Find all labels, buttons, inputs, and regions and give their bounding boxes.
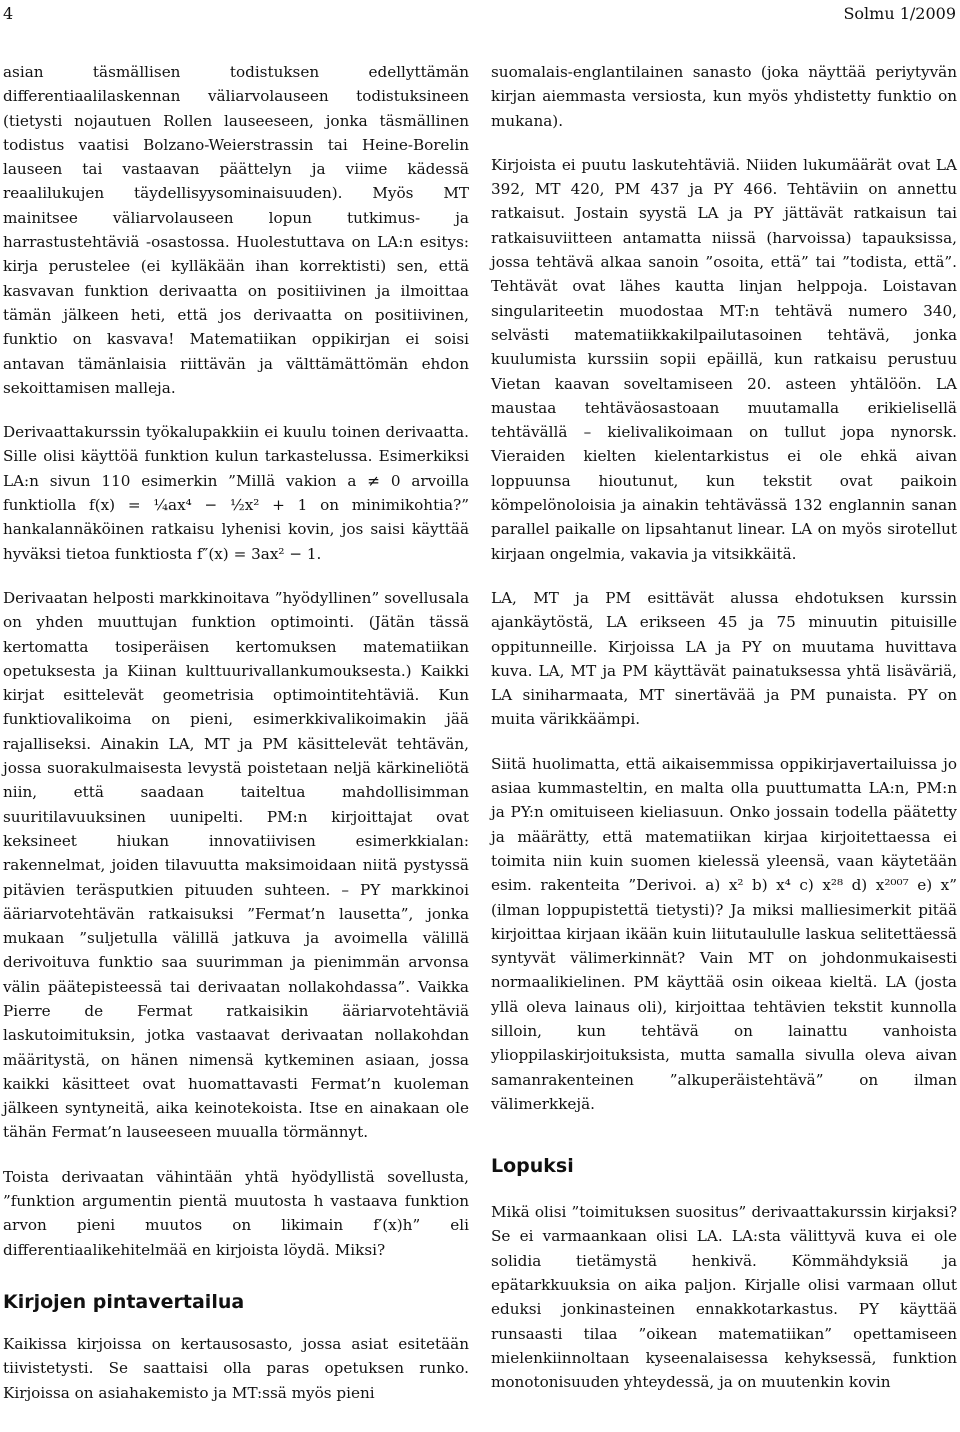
paragraph: Derivaatan helposti markkinoitava ”hyödyllinen” sovellusala on yhden muuttujan funktion optimointi. (Jätän tässä kertomatta tosiperäisen kertomuksen matematiikan opetuksesta ja Kiinan kulttuurivallankumouksesta.) Kaikki kirjat esittelevät geometrisia optimointitehtäviä. Kun funktiovalikoima on pieni, esimerkkivalikoimakin jää rajalliseksi. Ainakin LA, MT ja PM käsittelevät tehtävän, jossa suorakulmaisesta levystä poistetaan neljä kärkineliötä niin, että saadaan taiteltua mahdollisimman suuritilavuuksinen uunipelti. PM:n kirjoittajat ovat keksineet hiukan innovatiivisen esimerkkialan: rakennelmat, joiden tilavuutta maksimoidaan niitä pystyssä pitävien teräsputkien pituuden suhteen. – PY markkinoi ääriarvotehtävän ratkaisuksi ”Fermat’n lausetta”, jonka mukaan ”suljetulla välillä jatkuva ja avoimella välillä derivoituva funktio saa suurimman ja pienimmän arvonsa välin päätepisteessä tai derivaatan nollakohdassa”. Vaikka Pierre de Fermat ratkaisikin ääriarvotehtäviä laskutoimituksin, jotka vastaavat derivaatan nollakohdan määritystä, on hänen nimensä kytkeminen asiaan, jossa kaikki käsitteet ovat huomattavasti Fermat’n kuoleman jälkeen syntyneitä, aika keinotekoista. Itse en ainakaan ole tähän Fermat’n lauseeseen muualla törmännyt. [3, 588, 469, 1142]
section-heading: Lopuksi [491, 1155, 574, 1178]
paragraph: LA, MT ja PM esittävät alussa ehdotuksen kurssin ajankäytöstä, LA erikseen 45 ja 75 minuutin pituisille oppitunneille. Kirjoissa LA ja PY on muutama huvittava kuva. LA, MT ja PM käyttävät painatuksessa yhtä lisäväriä, LA siniharmaata, MT sinertävää ja PM punaista. PY on muita värikkäämpi. [491, 588, 957, 729]
page-header [0, 0, 960, 30]
journal-issue: Solmu 1/2009 [843, 4, 956, 23]
section-heading: Kirjojen pintavertailua [3, 1290, 245, 1313]
paragraph: Derivaattakurssin työkalupakkiin ei kuulu toinen derivaatta. Sille olisi käyttöä funktion kulun tarkastelussa. Esimerkiksi LA:n sivun 110 esimerkin ”Millä vakion a ≠ 0 arvoilla funktiolla f(x) = ¼ax⁴ − ½x² + 1 on minimikohtia?” hankalannäköinen ratkaisu lyhenisi kovin, jos saisi käyttää hyväksi tietoa funktiosta f″(x) = 3ax² − 1. [3, 423, 469, 563]
page-number: 4 [3, 4, 14, 23]
left-column [3, 60, 469, 1425]
paragraph: Kirjoista ei puutu laskutehtäviä. Niiden lukumäärät ovat LA 392, MT 420, PM 437 ja PY 466. Tehtäviin on annettu ratkaisut. Jostain syystä LA ja PY jättävät ratkaisun tai ratkaisuviitteen antamatta niissä (harvoissa) tapauksissa, jossa tehtävä alkaa sanoin ”osoita, että” tai ”todista, että”. Tehtävät ovat lähes kautta linjan helppoja. Loistavan singulariteetin muodostaa MT:n tehtävä numero 340, selvästi matematiikkakilpailutasoinen tehtävä, jonka kuulumista kurssiin sopii epäillä, kun ratkaisu perustuu Vietan kaavan soveltamiseen 20. asteen yhtälöön. LA maustaa tehtäväosastoaan muutamalla erikielisellä tehtävällä – kielivalikoimaan on tullut jopa nynorsk. Vieraiden kielten kielentarkistus ei ole ehkä aivan loppuunsa hioutunut, kun tekstit ovat paikoin kömpelönoloisia ja ainakin tehtävässä 132 englannin sanan parallel paikalle on lipsahtanut linear. LA on myös sirotellut kirjaan ongelmia, vakavia ja vitsikkäitä. [491, 155, 957, 563]
paragraph: suomalais-englantilainen sanasto (joka näyttää periytyvän kirjan aiemmasta versiosta, kun myös yhdistetty funktio on mukana). [491, 63, 957, 130]
paragraph: asian täsmällisen todistuksen edellyttämän differentiaalilaskennan väliarvolauseen todistuksineen (tietysti nojautuen Rollen lauseeseen, jonka täsmällinen todistus vaatisi Bolzano-Weierstrassin tai Heine-Borelin lauseen tai vastaavan päättelyn ja viime kädessä reaalilukujen täydellisyysominaisuuden). Myös MT mainitsee väliarvolauseen lopun tutkimus- ja harrastustehtäviä -osastossa. Huolestuttava on LA:n esitys: kirja perustelee (ei kylläkään ihan korrektisti) sen, että kasvavan funktion derivaatta on positiivinen ja ilmoittaa tämän jälkeen heti, että jos derivaatta on positiivinen, funktio on kasvava! Matematiikan oppikirjan ei soisi antavan tämänlaisia riittävän ja välttämättömän ehdon sekoittamisen malleja. [3, 63, 469, 397]
paragraph: Toista derivaatan vähintään yhtä hyödyllistä sovellusta, ”funktion argumentin pientä muutosta h vastaava funktion arvon pieni muutos on likimain f′(x)h” eli differentiaalikehitelmää en kirjoista löydä. Miksi? [3, 1167, 469, 1259]
paragraph: Mikä olisi ”toimituksen suositus” derivaattakurssin kirjaksi? Se ei varmaankaan olisi LA. LA:sta välittyvä kuva ei ole solidia tietämystä henkivä. Kömmähdyksiä ja epätarkkuuksia on aika paljon. Kirjalle olisi varmaan ollut eduksi jonkinasteinen ennakkotarkastus. PY käyttää runsaasti tilaa ”oikean matematiikan” opettamiseen mielenkiinnoltaan kyseenalaisessa kehyksessä, funktion monotonisuuden yhteydessä, ja on muutenkin kovin [491, 1203, 957, 1392]
paragraph: Kaikissa kirjoissa on kertausosasto, jossa asiat esitetään tiivistetysti. Se saattaisi olla paras opetuksen runko. Kirjoissa on asiahakemisto ja MT:ssä myös pieni [3, 1334, 469, 1402]
right-column [491, 60, 957, 1415]
paragraph: Siitä huolimatta, että aikaisemmissa oppikirjavertailuissa jo asiaa kummasteltin, en malta olla puuttumatta LA:n, PM:n ja PY:n omituiseen kieliasuun. Onko jossain todella päätetty ja määrätty, että matematiikan kirjaa kirjoitettaessa ei toimita niin kuin suomen kielessä yleensä, vaan käytetään esim. rakenteita ”Derivoi. a) x² b) x⁴ c) x²⁸ d) x²⁰⁰⁷ e) x” (ilman loppupistettä tietysti)? Ja miksi malliesimerkit pitää kirjoittaa kirjaan ikään kuin liitutaululle laskua selitettäessä syntyvät välimerkinnät? Vain MT on johdonmukaisesti normaalikielinen. PM käyttää osin oikeaa kieltä. LA (josta yllä oleva lainaus oli), kirjoittaa tehtävien tekstit kunnolla silloin, kun tehtävä on lainattu vanhoista ylioppilaskirjoituksista, mutta samalla sivulla oleva aivan samanrakenteinen ”alkuperäistehtävä” on ilman välimerkkejä. [491, 754, 957, 1113]
